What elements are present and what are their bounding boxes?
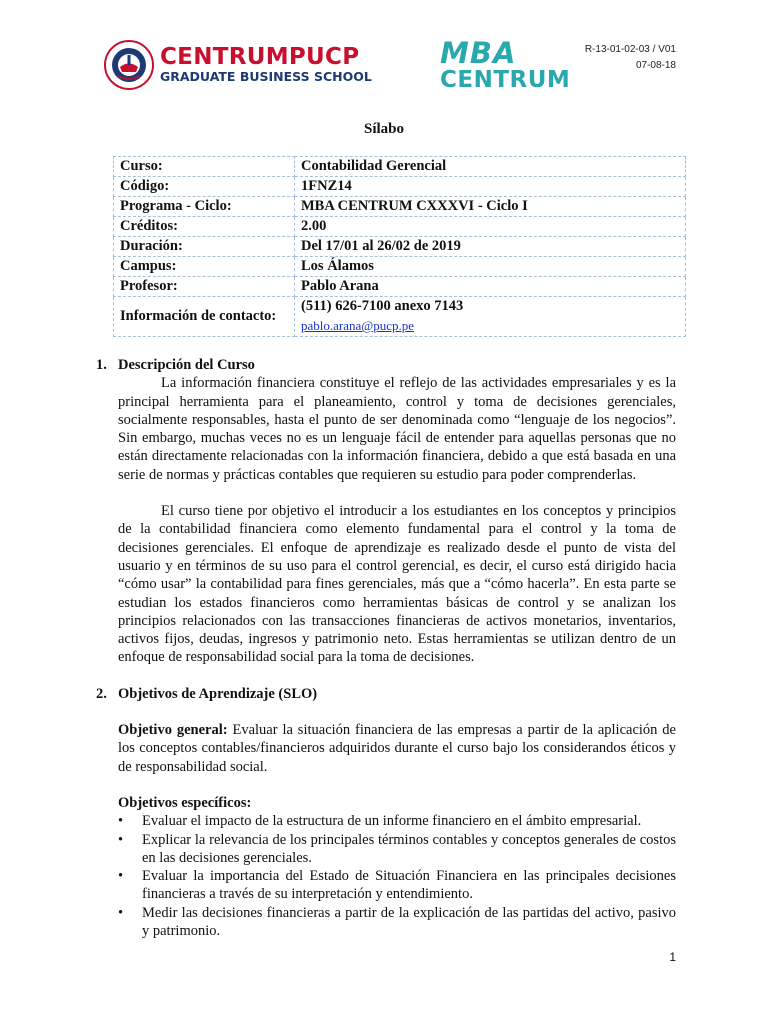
section-heading-objectives [96,685,676,703]
info-row [114,277,686,297]
general-objective-text: Evaluar la situación financiera de las empresas a partir de la aplicación de los conceptos contables/financieros adquiridos durante el curso bajo los considerandos éticos y de responsabilidad social. [118,722,676,775]
university-seal-icon [104,40,154,90]
info-row [114,177,686,197]
info-value: MBA CENTRUM CXXXVI - Ciclo I [295,197,686,217]
info-row [114,157,686,177]
specific-objectives-label: Objetivos específicos: [118,794,252,811]
bullet-icon: • [118,904,124,921]
list-item [118,904,676,941]
list-item [118,867,676,904]
info-value: Pablo Arana [295,277,686,297]
mba-centrum-logo [440,38,570,92]
general-objective [118,721,676,776]
info-row [114,197,686,217]
contact-phone: (511) 626-7100 anexo 7143 [301,298,464,314]
objective-text: Explicar la relevancia de los principales términos contables y conceptos generales de costos en las decisiones gerenciales. [142,831,676,866]
logo-subtitle: GRADUATE BUSINESS SCHOOL [160,69,372,84]
general-objective-label: Objetivo general: [118,722,228,739]
document-reference [585,42,676,74]
info-value: Del 17/01 al 26/02 de 2019 [295,237,686,257]
info-label: Duración: [114,237,295,257]
section-number: 1. [96,357,107,373]
info-value: 1FNZ14 [295,177,686,197]
section-title: Objetivos de Aprendizaje (SLO) [118,685,318,702]
contact-row [114,297,686,337]
info-row [114,237,686,257]
info-label: Código: [114,177,295,197]
description-paragraph-2: El curso tiene por objetivo el introducir a los estudiantes en los conceptos y principios de la contabilidad financiera como elemento fundamental para el control y la toma de decisiones gerenciales. El enfoque de aprendizaje es realizado desde el punto de vista del usuario y en términos de su uso para el control gerencial, es decir, el curso está dirigido hacia “cómo usar” la contabilidad para fines gerenciales, más que a “cómo hacerla”. En esta parte se estudian los estados financieros como herramientas básicas de control y se analizan los principios relacionados con las transacciones financieras de activos monetarios, inventarios, activos fijos, deudas, ingresos y patrimonio neto. Estas herramientas se utilizan dentro de un enfoque de responsabilidad social para la toma de decisiones. [118,503,676,666]
course-info-table [113,156,686,337]
info-row [114,257,686,277]
centrum-pucp-logo [104,40,372,90]
list-item [118,812,676,830]
objective-text: Evaluar la importancia del Estado de Situación Financiera en las principales decisiones financieras a través de su interpretación y entendimiento. [142,868,676,903]
description-paragraph-1: La información financiera constituye el reflejo de las actividades empresariales y es la principal herramienta para el planeamiento, control y toma de decisiones gerenciales, socialmente responsables, hasta el punto de ser denominada como “lenguaje de los negocios”. Sin embargo, muchas veces no es un lenguaje fácil de entender para aquellas personas que no están directamente relacionadas con la información financiera, debido a que está basada en una serie de normas y prácticas contables que requieren su estudio para poder comprenderlas. [118,375,676,483]
objective-text: Medir las decisiones financieras a partir de la explicación de las partidas del activo, pasivo y patrimonio. [142,904,676,940]
document-code: R-13-01-02-03 / V01 [584,44,676,55]
contact-value [295,297,686,337]
info-label: Créditos: [114,217,295,237]
info-value: 2.00 [295,217,686,237]
logo-brand-text: CENTRUMPUCP [160,44,360,70]
page-number: 1 [669,950,676,964]
specific-objectives-list [118,812,676,940]
section-heading-description [96,356,676,374]
bullet-icon: • [118,813,124,830]
info-label: Campus: [114,257,295,277]
info-value: Contabilidad Gerencial [295,157,686,177]
info-label: Curso: [114,157,295,177]
document-date: 07-08-18 [635,60,676,71]
objective-text: Evaluar el impacto de la estructura de un informe financiero en el ámbito empresarial. [142,813,642,830]
page-title: Sílabo [363,121,405,137]
page-header [0,30,768,100]
bullet-icon: • [118,831,124,848]
info-value: Los Álamos [295,257,686,277]
contact-label: Información de contacto: [114,297,295,337]
section-number: 2. [96,685,107,702]
syllabus-body [96,356,676,940]
mba-logo-text: MBA [440,36,517,70]
list-item [118,831,676,868]
contact-email-link[interactable]: pablo.arana@pucp.pe [301,318,415,333]
centrum-logo-text: CENTRUM [440,67,571,93]
info-row [114,217,686,237]
section-title: Descripción del Curso [118,357,255,373]
info-label: Profesor: [114,277,295,297]
info-label: Programa - Ciclo: [114,197,295,217]
bullet-icon: • [118,868,124,885]
